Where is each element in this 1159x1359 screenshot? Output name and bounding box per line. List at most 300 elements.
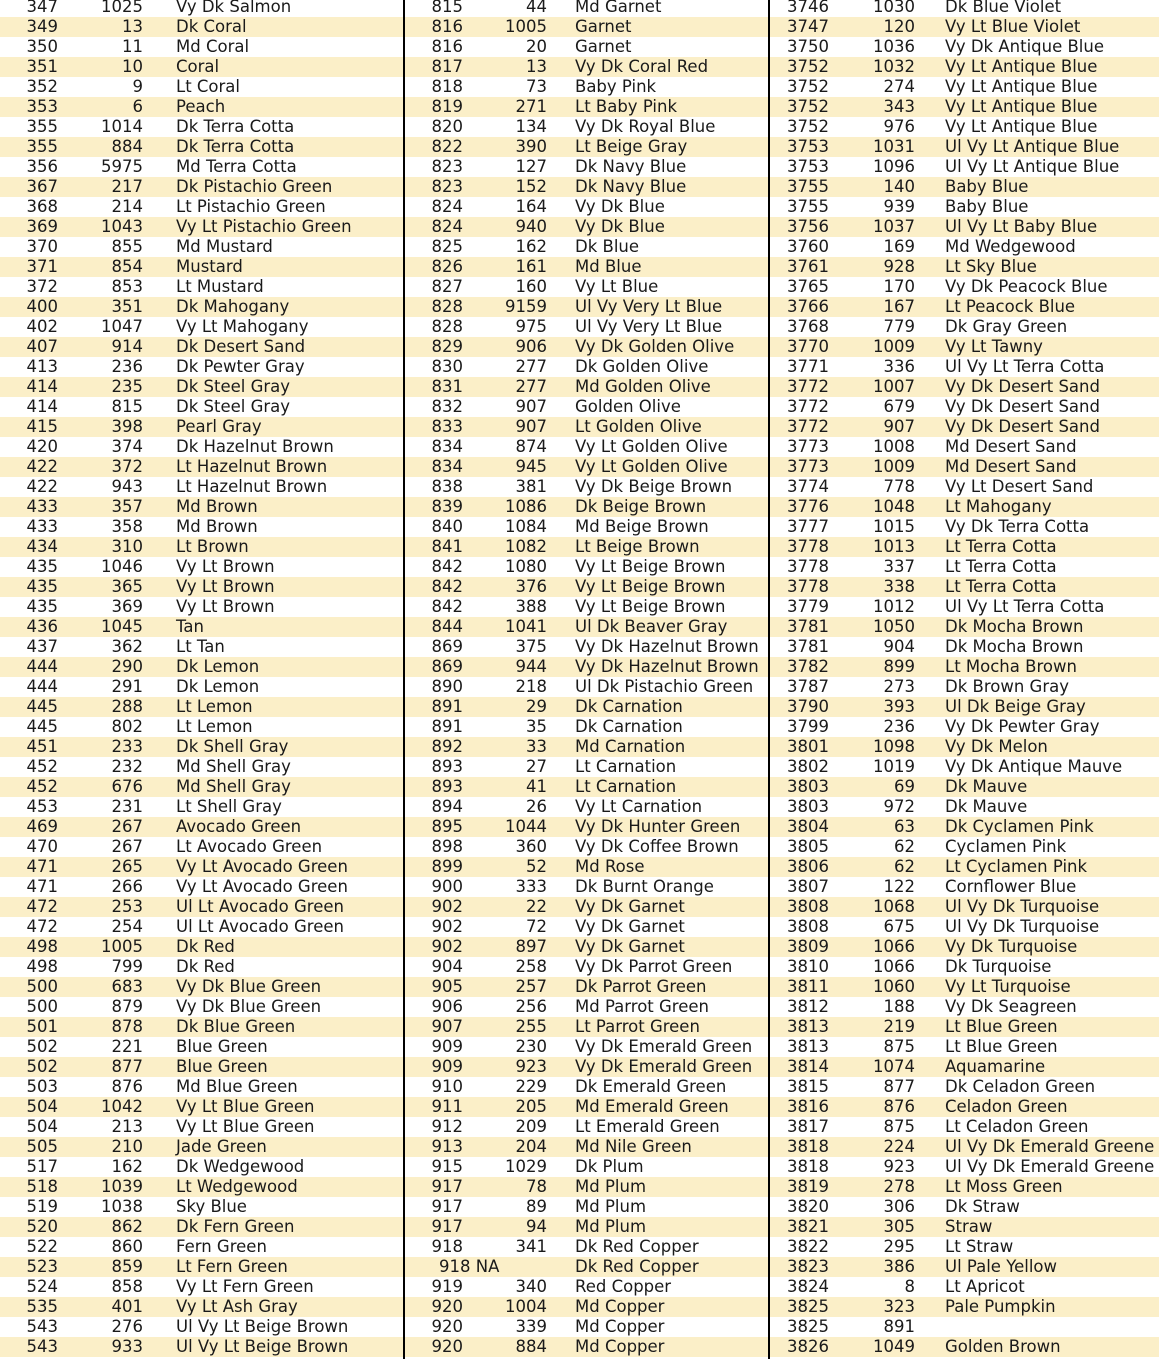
dmc-number: 839: [431, 497, 463, 516]
anchor-number: 69: [894, 777, 915, 796]
table-row: [0, 197, 403, 217]
color-name: Vy Dk Pewter Gray: [945, 717, 1100, 736]
anchor-number: 1045: [101, 617, 143, 636]
anchor-number: 6: [132, 97, 143, 116]
anchor-number: 339: [515, 1317, 547, 1336]
table-row: [770, 1157, 1159, 1177]
table-row: [405, 877, 768, 897]
color-name: Vy Lt Avocado Green: [176, 857, 348, 876]
color-name: Lt Sky Blue: [945, 257, 1037, 276]
dmc-number: 918 NA: [439, 1257, 500, 1276]
color-name: Md Nile Green: [575, 1137, 692, 1156]
table-row: [770, 1257, 1159, 1277]
anchor-number: 891: [883, 1317, 915, 1336]
table-row: [405, 157, 768, 177]
table-row: [405, 257, 768, 277]
dmc-number: 822: [431, 137, 463, 156]
anchor-number: 1013: [873, 537, 915, 556]
anchor-number: 11: [122, 37, 143, 56]
anchor-number: 853: [111, 277, 143, 296]
table-row: [0, 717, 403, 737]
table-column: [0, 0, 405, 1359]
anchor-number: 945: [515, 457, 547, 476]
anchor-number: 855: [111, 237, 143, 256]
dmc-number: 919: [431, 1277, 463, 1296]
anchor-number: 381: [515, 477, 547, 496]
anchor-number: 802: [111, 717, 143, 736]
color-name: Ul Vy Very Lt Blue: [575, 297, 723, 316]
table-row: [0, 997, 403, 1017]
anchor-number: 904: [883, 637, 915, 656]
color-name: Celadon Green: [945, 1097, 1068, 1116]
dmc-number: 422: [26, 477, 58, 496]
color-name: Dk Golden Olive: [575, 357, 709, 376]
dmc-number: 909: [431, 1057, 463, 1076]
table-row: [405, 517, 768, 537]
color-name: Lt Hazelnut Brown: [176, 457, 328, 476]
color-name: Dk Terra Cotta: [176, 117, 295, 136]
table-row: [0, 737, 403, 757]
dmc-number: 524: [26, 1277, 58, 1296]
color-name: Lt Hazelnut Brown: [176, 477, 328, 496]
color-name: Lt Lemon: [176, 717, 253, 736]
color-name: Dk Gray Green: [945, 317, 1068, 336]
dmc-number: 3756: [787, 217, 829, 236]
color-name: Lt Terra Cotta: [945, 577, 1057, 596]
anchor-number: 1005: [505, 17, 547, 36]
color-name: Vy Lt Golden Olive: [575, 457, 728, 476]
color-name: Md Desert Sand: [945, 437, 1077, 456]
color-name: Vy Dk Coffee Brown: [575, 837, 739, 856]
color-name: Dk Blue Violet: [945, 0, 1062, 16]
table-row: [770, 937, 1159, 957]
table-row: [770, 97, 1159, 117]
dmc-number: 891: [431, 717, 463, 736]
dmc-number: 905: [431, 977, 463, 996]
table-row: [770, 177, 1159, 197]
dmc-number: 915: [431, 1157, 463, 1176]
color-name: Dk Blue: [575, 237, 640, 256]
table-row: [770, 537, 1159, 557]
table-row: [0, 297, 403, 317]
color-name: Tan: [176, 617, 204, 636]
color-name: Vy Dk Golden Olive: [575, 337, 735, 356]
table-row: [0, 157, 403, 177]
color-name: Dk Navy Blue: [575, 157, 687, 176]
color-name: Lt Avocado Green: [176, 837, 323, 856]
anchor-number: 63: [894, 817, 915, 836]
color-name: Cyclamen Pink: [945, 837, 1067, 856]
anchor-number: 1014: [101, 117, 143, 136]
anchor-number: 683: [111, 977, 143, 996]
table-row: [770, 957, 1159, 977]
anchor-number: 1009: [873, 457, 915, 476]
table-row: [770, 1097, 1159, 1117]
anchor-number: 89: [526, 1197, 547, 1216]
anchor-number: 140: [883, 177, 915, 196]
dmc-number: 829: [431, 337, 463, 356]
color-name: Vy Lt Blue Green: [176, 1097, 315, 1116]
color-name: Lt Peacock Blue: [945, 297, 1076, 316]
color-name: Blue Green: [176, 1037, 268, 1056]
anchor-number: 1038: [101, 1197, 143, 1216]
anchor-number: 1050: [873, 617, 915, 636]
color-name: Vy Lt Brown: [176, 557, 275, 576]
color-name: Dk Shell Gray: [176, 737, 289, 756]
dmc-number: 3811: [787, 977, 829, 996]
dmc-number: 3803: [787, 797, 829, 816]
table-row: [0, 97, 403, 117]
table-row: [405, 1057, 768, 1077]
anchor-number: 1005: [101, 937, 143, 956]
anchor-number: 271: [515, 97, 547, 116]
dmc-number: 900: [431, 877, 463, 896]
table-row: [0, 117, 403, 137]
dmc-number: 353: [26, 97, 58, 116]
color-name: Dk Parrot Green: [575, 977, 707, 996]
dmc-number: 436: [26, 617, 58, 636]
table-row: [0, 1097, 403, 1117]
dmc-number: 920: [431, 1317, 463, 1336]
table-row: [405, 1237, 768, 1257]
table-row: [405, 1197, 768, 1217]
anchor-number: 295: [883, 1237, 915, 1256]
anchor-number: 164: [515, 197, 547, 216]
color-name: Red Copper: [575, 1277, 672, 1296]
color-name: Md Wedgewood: [945, 237, 1076, 256]
color-name: Lt Cyclamen Pink: [945, 857, 1088, 876]
table-row: [770, 257, 1159, 277]
dmc-number: 918: [431, 1237, 463, 1256]
table-row: [770, 0, 1159, 17]
dmc-number: 3776: [787, 497, 829, 516]
table-row: [770, 117, 1159, 137]
color-name: Lt Brown: [176, 537, 249, 556]
dmc-number: 471: [26, 877, 58, 896]
table-row: [770, 17, 1159, 37]
anchor-number: 1015: [873, 517, 915, 536]
dmc-number: 407: [26, 337, 58, 356]
dmc-number: 469: [26, 817, 58, 836]
dmc-number: 834: [431, 457, 463, 476]
dmc-number: 3821: [787, 1217, 829, 1236]
anchor-number: 52: [526, 857, 547, 876]
dmc-number: 3802: [787, 757, 829, 776]
dmc-number: 433: [26, 497, 58, 516]
color-name: Dk Lemon: [176, 657, 260, 676]
table-row: [0, 597, 403, 617]
dmc-number: 504: [26, 1097, 58, 1116]
anchor-number: 975: [515, 317, 547, 336]
dmc-number: 912: [431, 1117, 463, 1136]
dmc-number: 444: [26, 657, 58, 676]
anchor-number: 338: [883, 577, 915, 596]
table-row: [770, 1317, 1159, 1337]
anchor-number: 877: [111, 1057, 143, 1076]
dmc-number: 369: [26, 217, 58, 236]
anchor-number: 162: [515, 237, 547, 256]
anchor-number: 290: [111, 657, 143, 676]
color-name: Ul Vy Lt Terra Cotta: [945, 597, 1105, 616]
dmc-number: 820: [431, 117, 463, 136]
anchor-number: 1039: [101, 1177, 143, 1196]
dmc-number: 402: [26, 317, 58, 336]
dmc-number: 349: [26, 17, 58, 36]
dmc-number: 501: [26, 1017, 58, 1036]
anchor-number: 26: [526, 797, 547, 816]
dmc-number: 904: [431, 957, 463, 976]
dmc-number: 909: [431, 1037, 463, 1056]
color-name: Vy Lt Golden Olive: [575, 437, 728, 456]
dmc-number: 347: [26, 0, 58, 16]
table-row: [0, 0, 403, 17]
color-name: Vy Dk Emerald Green: [575, 1037, 753, 1056]
table-row: [0, 697, 403, 717]
color-name: Vy Lt Beige Brown: [575, 597, 726, 616]
color-name: Lt Emerald Green: [575, 1117, 720, 1136]
table-row: [405, 757, 768, 777]
color-name: Dk Hazelnut Brown: [176, 437, 334, 456]
table-row: [405, 477, 768, 497]
anchor-number: 333: [515, 877, 547, 896]
dmc-number: 893: [431, 757, 463, 776]
table-row: [770, 837, 1159, 857]
table-row: [770, 917, 1159, 937]
dmc-number: 898: [431, 837, 463, 856]
anchor-number: 923: [515, 1057, 547, 1076]
anchor-number: 267: [111, 817, 143, 836]
table-row: [0, 617, 403, 637]
anchor-number: 336: [883, 357, 915, 376]
anchor-number: 907: [515, 417, 547, 436]
anchor-number: 372: [111, 457, 143, 476]
table-row: [770, 1197, 1159, 1217]
anchor-number: 914: [111, 337, 143, 356]
table-row: [405, 217, 768, 237]
color-name: Vy Dk Hunter Green: [575, 817, 741, 836]
dmc-number: 3825: [787, 1297, 829, 1316]
dmc-number: 828: [431, 317, 463, 336]
dmc-number: 355: [26, 117, 58, 136]
anchor-number: 258: [515, 957, 547, 976]
color-name: Vy Lt Fern Green: [176, 1277, 314, 1296]
table-row: [0, 757, 403, 777]
dmc-number: 370: [26, 237, 58, 256]
table-row: [770, 377, 1159, 397]
dmc-number: 414: [26, 397, 58, 416]
anchor-number: 62: [894, 837, 915, 856]
dmc-number: 828: [431, 297, 463, 316]
dmc-number: 891: [431, 697, 463, 716]
dmc-number: 420: [26, 437, 58, 456]
color-name: Md Terra Cotta: [176, 157, 297, 176]
table-row: [405, 137, 768, 157]
table-row: [0, 877, 403, 897]
table-row: [770, 57, 1159, 77]
dmc-number: 413: [26, 357, 58, 376]
anchor-number: 341: [515, 1237, 547, 1256]
table-row: [0, 817, 403, 837]
anchor-number: 1068: [873, 897, 915, 916]
dmc-number: 823: [431, 177, 463, 196]
table-row: [0, 57, 403, 77]
dmc-number: 3761: [787, 257, 829, 276]
color-name: Vy Dk Royal Blue: [575, 117, 716, 136]
table-row: [770, 1117, 1159, 1137]
anchor-number: 229: [515, 1077, 547, 1096]
anchor-number: 876: [111, 1077, 143, 1096]
anchor-number: 358: [111, 517, 143, 536]
dmc-number: 920: [431, 1337, 463, 1356]
table-row: [405, 617, 768, 637]
dmc-number: 3807: [787, 877, 829, 896]
color-name: Lt Lemon: [176, 697, 253, 716]
color-name: Dk Brown Gray: [945, 677, 1069, 696]
dmc-number: 518: [26, 1177, 58, 1196]
color-name: Dk Pistachio Green: [176, 177, 333, 196]
table-row: [0, 857, 403, 877]
dmc-number: 902: [431, 897, 463, 916]
color-name: Md Mustard: [176, 237, 273, 256]
anchor-number: 1080: [505, 557, 547, 576]
color-name: Lt Baby Pink: [575, 97, 678, 116]
dmc-number: 842: [431, 557, 463, 576]
anchor-number: 1007: [873, 377, 915, 396]
dmc-number: 350: [26, 37, 58, 56]
color-name: Dk Cyclamen Pink: [945, 817, 1094, 836]
color-name: Ul Vy Dk Emerald Greene: [945, 1137, 1155, 1156]
dmc-number: 917: [431, 1197, 463, 1216]
color-name: Vy Lt Ash Gray: [176, 1297, 298, 1316]
dmc-number: 824: [431, 217, 463, 236]
table-row: [770, 797, 1159, 817]
table-row: [770, 1037, 1159, 1057]
dmc-number: 472: [26, 897, 58, 916]
anchor-number: 386: [883, 1257, 915, 1276]
table-row: [405, 1317, 768, 1337]
color-name: Lt Terra Cotta: [945, 537, 1057, 556]
color-name: Vy Dk Seagreen: [945, 997, 1077, 1016]
color-name: Vy Lt Carnation: [575, 797, 703, 816]
color-name: Vy Dk Terra Cotta: [945, 517, 1090, 536]
dmc-number: 368: [26, 197, 58, 216]
anchor-number: 779: [883, 317, 915, 336]
color-name: Dk Wedgewood: [176, 1157, 305, 1176]
table-row: [405, 97, 768, 117]
table-row: [405, 17, 768, 37]
dmc-number: 3752: [787, 117, 829, 136]
table-row: [770, 417, 1159, 437]
dmc-number: 818: [431, 77, 463, 96]
color-name: Ul Vy Lt Beige Brown: [176, 1337, 349, 1356]
dmc-number: 844: [431, 617, 463, 636]
dmc-number: 3826: [787, 1337, 829, 1356]
anchor-number: 388: [515, 597, 547, 616]
table-row: [405, 1337, 768, 1357]
anchor-number: 169: [883, 237, 915, 256]
dmc-number: 355: [26, 137, 58, 156]
anchor-number: 676: [111, 777, 143, 796]
anchor-number: 1036: [873, 37, 915, 56]
color-name: Sky Blue: [176, 1197, 247, 1216]
table-row: [770, 77, 1159, 97]
anchor-number: 365: [111, 577, 143, 596]
table-row: [770, 277, 1159, 297]
anchor-number: 675: [883, 917, 915, 936]
table-row: [405, 1157, 768, 1177]
dmc-number: 3752: [787, 77, 829, 96]
dmc-number: 543: [26, 1337, 58, 1356]
anchor-number: 351: [111, 297, 143, 316]
dmc-number: 3815: [787, 1077, 829, 1096]
anchor-number: 390: [515, 137, 547, 156]
color-name: Dk Celadon Green: [945, 1077, 1096, 1096]
color-name: Vy Lt Antique Blue: [945, 77, 1098, 96]
dmc-number: 917: [431, 1177, 463, 1196]
anchor-number: 235: [111, 377, 143, 396]
dmc-number: 502: [26, 1057, 58, 1076]
dmc-number: 3755: [787, 177, 829, 196]
table-row: [405, 117, 768, 137]
table-row: [770, 717, 1159, 737]
anchor-number: 205: [515, 1097, 547, 1116]
anchor-number: 41: [526, 777, 547, 796]
table-row: [0, 917, 403, 937]
table-row: [405, 737, 768, 757]
dmc-number: 3770: [787, 337, 829, 356]
dmc-number: 522: [26, 1237, 58, 1256]
anchor-number: 188: [883, 997, 915, 1016]
anchor-number: 9: [132, 77, 143, 96]
color-name: Ul Vy Lt Antique Blue: [945, 137, 1120, 156]
table-row: [770, 1017, 1159, 1037]
color-name: Lt Carnation: [575, 777, 677, 796]
anchor-number: 1098: [873, 737, 915, 756]
color-name: Vy Dk Antique Mauve: [945, 757, 1123, 776]
dmc-number: 3779: [787, 597, 829, 616]
anchor-number: 277: [515, 377, 547, 396]
anchor-number: 219: [883, 1017, 915, 1036]
table-row: [405, 317, 768, 337]
table-row: [405, 597, 768, 617]
dmc-number: 3808: [787, 917, 829, 936]
table-row: [0, 177, 403, 197]
color-name: Dk Beige Brown: [575, 497, 707, 516]
anchor-number: 94: [526, 1217, 547, 1236]
dmc-number: 907: [431, 1017, 463, 1036]
anchor-number: 214: [111, 197, 143, 216]
color-name: Garnet: [575, 37, 632, 56]
table-row: [0, 1257, 403, 1277]
table-row: [770, 977, 1159, 997]
table-row: [405, 957, 768, 977]
anchor-number: 879: [111, 997, 143, 1016]
dmc-number: 911: [431, 1097, 463, 1116]
color-name: Ul Vy Dk Turquoise: [945, 897, 1100, 916]
anchor-number: 218: [515, 677, 547, 696]
color-name: Md Plum: [575, 1197, 647, 1216]
color-name: Lt Celadon Green: [945, 1117, 1089, 1136]
anchor-number: 679: [883, 397, 915, 416]
dmc-number: 435: [26, 597, 58, 616]
color-name: Vy Dk Melon: [945, 737, 1048, 756]
dmc-number: 437: [26, 637, 58, 656]
color-name: Lt Fern Green: [176, 1257, 288, 1276]
dmc-number: 3809: [787, 937, 829, 956]
color-name: Md Copper: [575, 1297, 665, 1316]
color-name: Dk Steel Gray: [176, 397, 291, 416]
color-name: Straw: [945, 1217, 993, 1236]
